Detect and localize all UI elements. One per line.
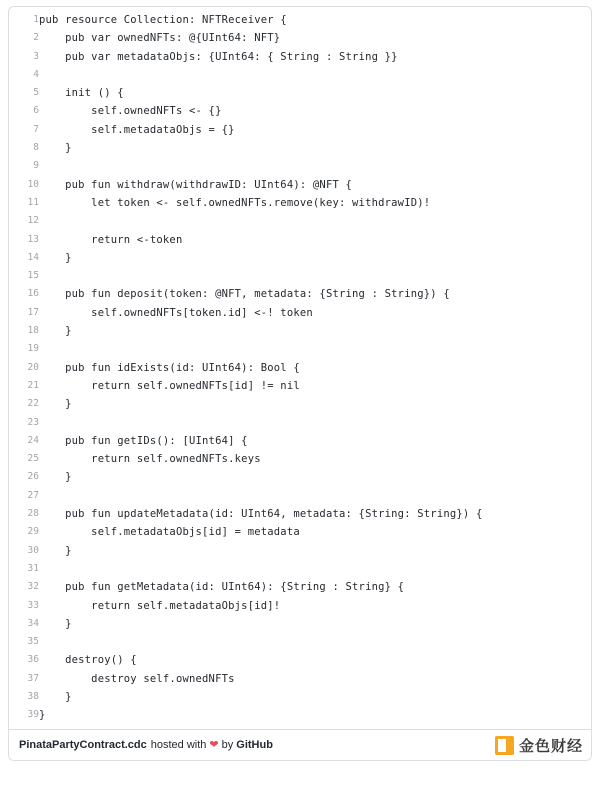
code-line — [9, 11, 591, 29]
line-number: 8 — [9, 139, 39, 157]
line-number: 35 — [9, 633, 39, 651]
line-number: 18 — [9, 322, 39, 340]
code-line — [9, 615, 591, 633]
line-content[interactable]: pub fun deposit(token: @NFT, metadata: {String : String}) { — [39, 288, 450, 301]
line-content[interactable]: return <-token — [39, 233, 183, 246]
line-number: 23 — [9, 414, 39, 432]
code-block[interactable] — [9, 7, 591, 729]
code-table — [9, 11, 591, 725]
code-line — [9, 267, 591, 285]
line-number: 38 — [9, 688, 39, 706]
line-content[interactable] — [39, 267, 591, 285]
line-number: 25 — [9, 450, 39, 468]
line-number: 17 — [9, 304, 39, 322]
line-number: 6 — [9, 102, 39, 120]
line-number: 15 — [9, 267, 39, 285]
code-line — [9, 359, 591, 377]
line-number: 5 — [9, 84, 39, 102]
line-number: 19 — [9, 340, 39, 358]
line-content[interactable] — [39, 487, 591, 505]
line-number: 30 — [9, 542, 39, 560]
line-number: 26 — [9, 468, 39, 486]
line-content[interactable]: } — [39, 398, 72, 411]
line-content[interactable]: self.metadataObjs = {} — [39, 123, 235, 136]
code-line — [9, 102, 591, 120]
line-content[interactable] — [39, 633, 591, 651]
line-number: 33 — [9, 597, 39, 615]
code-line — [9, 322, 591, 340]
line-content[interactable]: } — [39, 471, 72, 484]
line-number: 9 — [9, 157, 39, 175]
line-number: 36 — [9, 651, 39, 669]
code-line — [9, 597, 591, 615]
line-number: 34 — [9, 615, 39, 633]
line-number: 22 — [9, 395, 39, 413]
gist-embed — [8, 6, 592, 761]
line-content[interactable]: } — [39, 142, 72, 155]
code-line — [9, 249, 591, 267]
line-number: 29 — [9, 523, 39, 541]
line-number: 4 — [9, 66, 39, 84]
line-content[interactable]: pub fun getMetadata(id: UInt64): {String : String} { — [39, 581, 405, 594]
line-number: 16 — [9, 285, 39, 303]
line-number: 27 — [9, 487, 39, 505]
line-number: 13 — [9, 231, 39, 249]
code-line — [9, 340, 591, 358]
line-content[interactable]: pub fun withdraw(withdrawID: UInt64): @NFT { — [39, 178, 353, 191]
line-number: 11 — [9, 194, 39, 212]
line-content[interactable]: return self.metadataObjs[id]! — [39, 599, 281, 612]
line-number: 28 — [9, 505, 39, 523]
line-number: 37 — [9, 670, 39, 688]
line-content[interactable] — [39, 212, 591, 230]
line-number: 21 — [9, 377, 39, 395]
line-number: 1 — [9, 11, 39, 29]
code-line — [9, 66, 591, 84]
hosted-with-label: hosted with — [150, 738, 207, 751]
line-content[interactable]: } — [39, 325, 72, 338]
code-line — [9, 176, 591, 194]
line-content[interactable]: } — [39, 617, 72, 630]
code-line — [9, 633, 591, 651]
code-line — [9, 157, 591, 175]
line-content[interactable]: } — [39, 709, 46, 722]
line-content[interactable]: init () { — [39, 87, 124, 100]
code-line — [9, 706, 591, 724]
line-content[interactable]: } — [39, 544, 72, 557]
code-line — [9, 523, 591, 541]
gist-footer — [9, 729, 591, 760]
line-content[interactable]: return self.ownedNFTs.keys — [39, 453, 261, 466]
line-content[interactable]: self.metadataObjs[id] = metadata — [39, 526, 300, 539]
code-line — [9, 414, 591, 432]
line-number: 39 — [9, 706, 39, 724]
code-line — [9, 29, 591, 47]
code-line — [9, 395, 591, 413]
line-content[interactable]: pub fun getIDs(): [UInt64] { — [39, 434, 248, 447]
gist-filename[interactable]: PinataPartyContract.cdc — [19, 738, 147, 751]
code-line — [9, 487, 591, 505]
line-content[interactable] — [39, 340, 591, 358]
code-line — [9, 194, 591, 212]
line-content[interactable] — [39, 560, 591, 578]
line-number: 20 — [9, 359, 39, 377]
code-line — [9, 578, 591, 596]
line-content[interactable] — [39, 414, 591, 432]
code-line — [9, 432, 591, 450]
line-content[interactable]: self.ownedNFTs[token.id] <-! token — [39, 306, 313, 319]
line-content[interactable]: pub fun idExists(id: UInt64): Bool { — [39, 361, 300, 374]
watermark — [495, 735, 583, 756]
line-content[interactable]: pub var metadataObjs: {UInt64: { String : String }} — [39, 50, 398, 63]
code-line — [9, 670, 591, 688]
code-line — [9, 84, 591, 102]
jinse-logo-icon — [495, 736, 514, 755]
line-content[interactable]: } — [39, 251, 72, 264]
line-content[interactable]: return self.ownedNFTs[id] != nil — [39, 379, 300, 392]
line-content[interactable]: self.ownedNFTs <- {} — [39, 105, 222, 118]
code-line — [9, 212, 591, 230]
line-number: 24 — [9, 432, 39, 450]
watermark-text: 金色财经 — [518, 736, 583, 755]
code-line — [9, 139, 591, 157]
line-content[interactable] — [39, 66, 591, 84]
line-number: 10 — [9, 176, 39, 194]
line-content[interactable]: } — [39, 690, 72, 703]
line-number: 2 — [9, 29, 39, 47]
line-number: 31 — [9, 560, 39, 578]
line-content[interactable]: pub fun updateMetadata(id: UInt64, metadata: {String: String}) { — [39, 508, 483, 521]
by-label: by — [221, 738, 234, 751]
code-line — [9, 542, 591, 560]
code-line — [9, 48, 591, 66]
line-number: 12 — [9, 212, 39, 230]
code-line — [9, 121, 591, 139]
line-content[interactable]: pub resource Collection: NFTReceiver { — [39, 14, 287, 26]
code-lines — [9, 11, 591, 725]
code-line — [9, 304, 591, 322]
line-number: 3 — [9, 48, 39, 66]
code-line — [9, 560, 591, 578]
code-line — [9, 377, 591, 395]
code-line — [9, 688, 591, 706]
line-content[interactable]: destroy self.ownedNFTs — [39, 672, 235, 685]
code-line — [9, 231, 591, 249]
line-content[interactable]: pub var ownedNFTs: @{UInt64: NFT} — [39, 32, 281, 45]
line-number: 32 — [9, 578, 39, 596]
code-line — [9, 450, 591, 468]
line-content[interactable] — [39, 157, 591, 175]
code-line — [9, 651, 591, 669]
line-content[interactable]: destroy() { — [39, 654, 137, 667]
line-content[interactable]: let token <- self.ownedNFTs.remove(key: withdrawID)! — [39, 196, 431, 209]
code-line — [9, 505, 591, 523]
github-link[interactable]: GitHub — [236, 738, 273, 751]
heart-icon: ❤ — [209, 739, 219, 752]
line-number: 7 — [9, 121, 39, 139]
code-line — [9, 285, 591, 303]
line-number: 14 — [9, 249, 39, 267]
code-line — [9, 468, 591, 486]
